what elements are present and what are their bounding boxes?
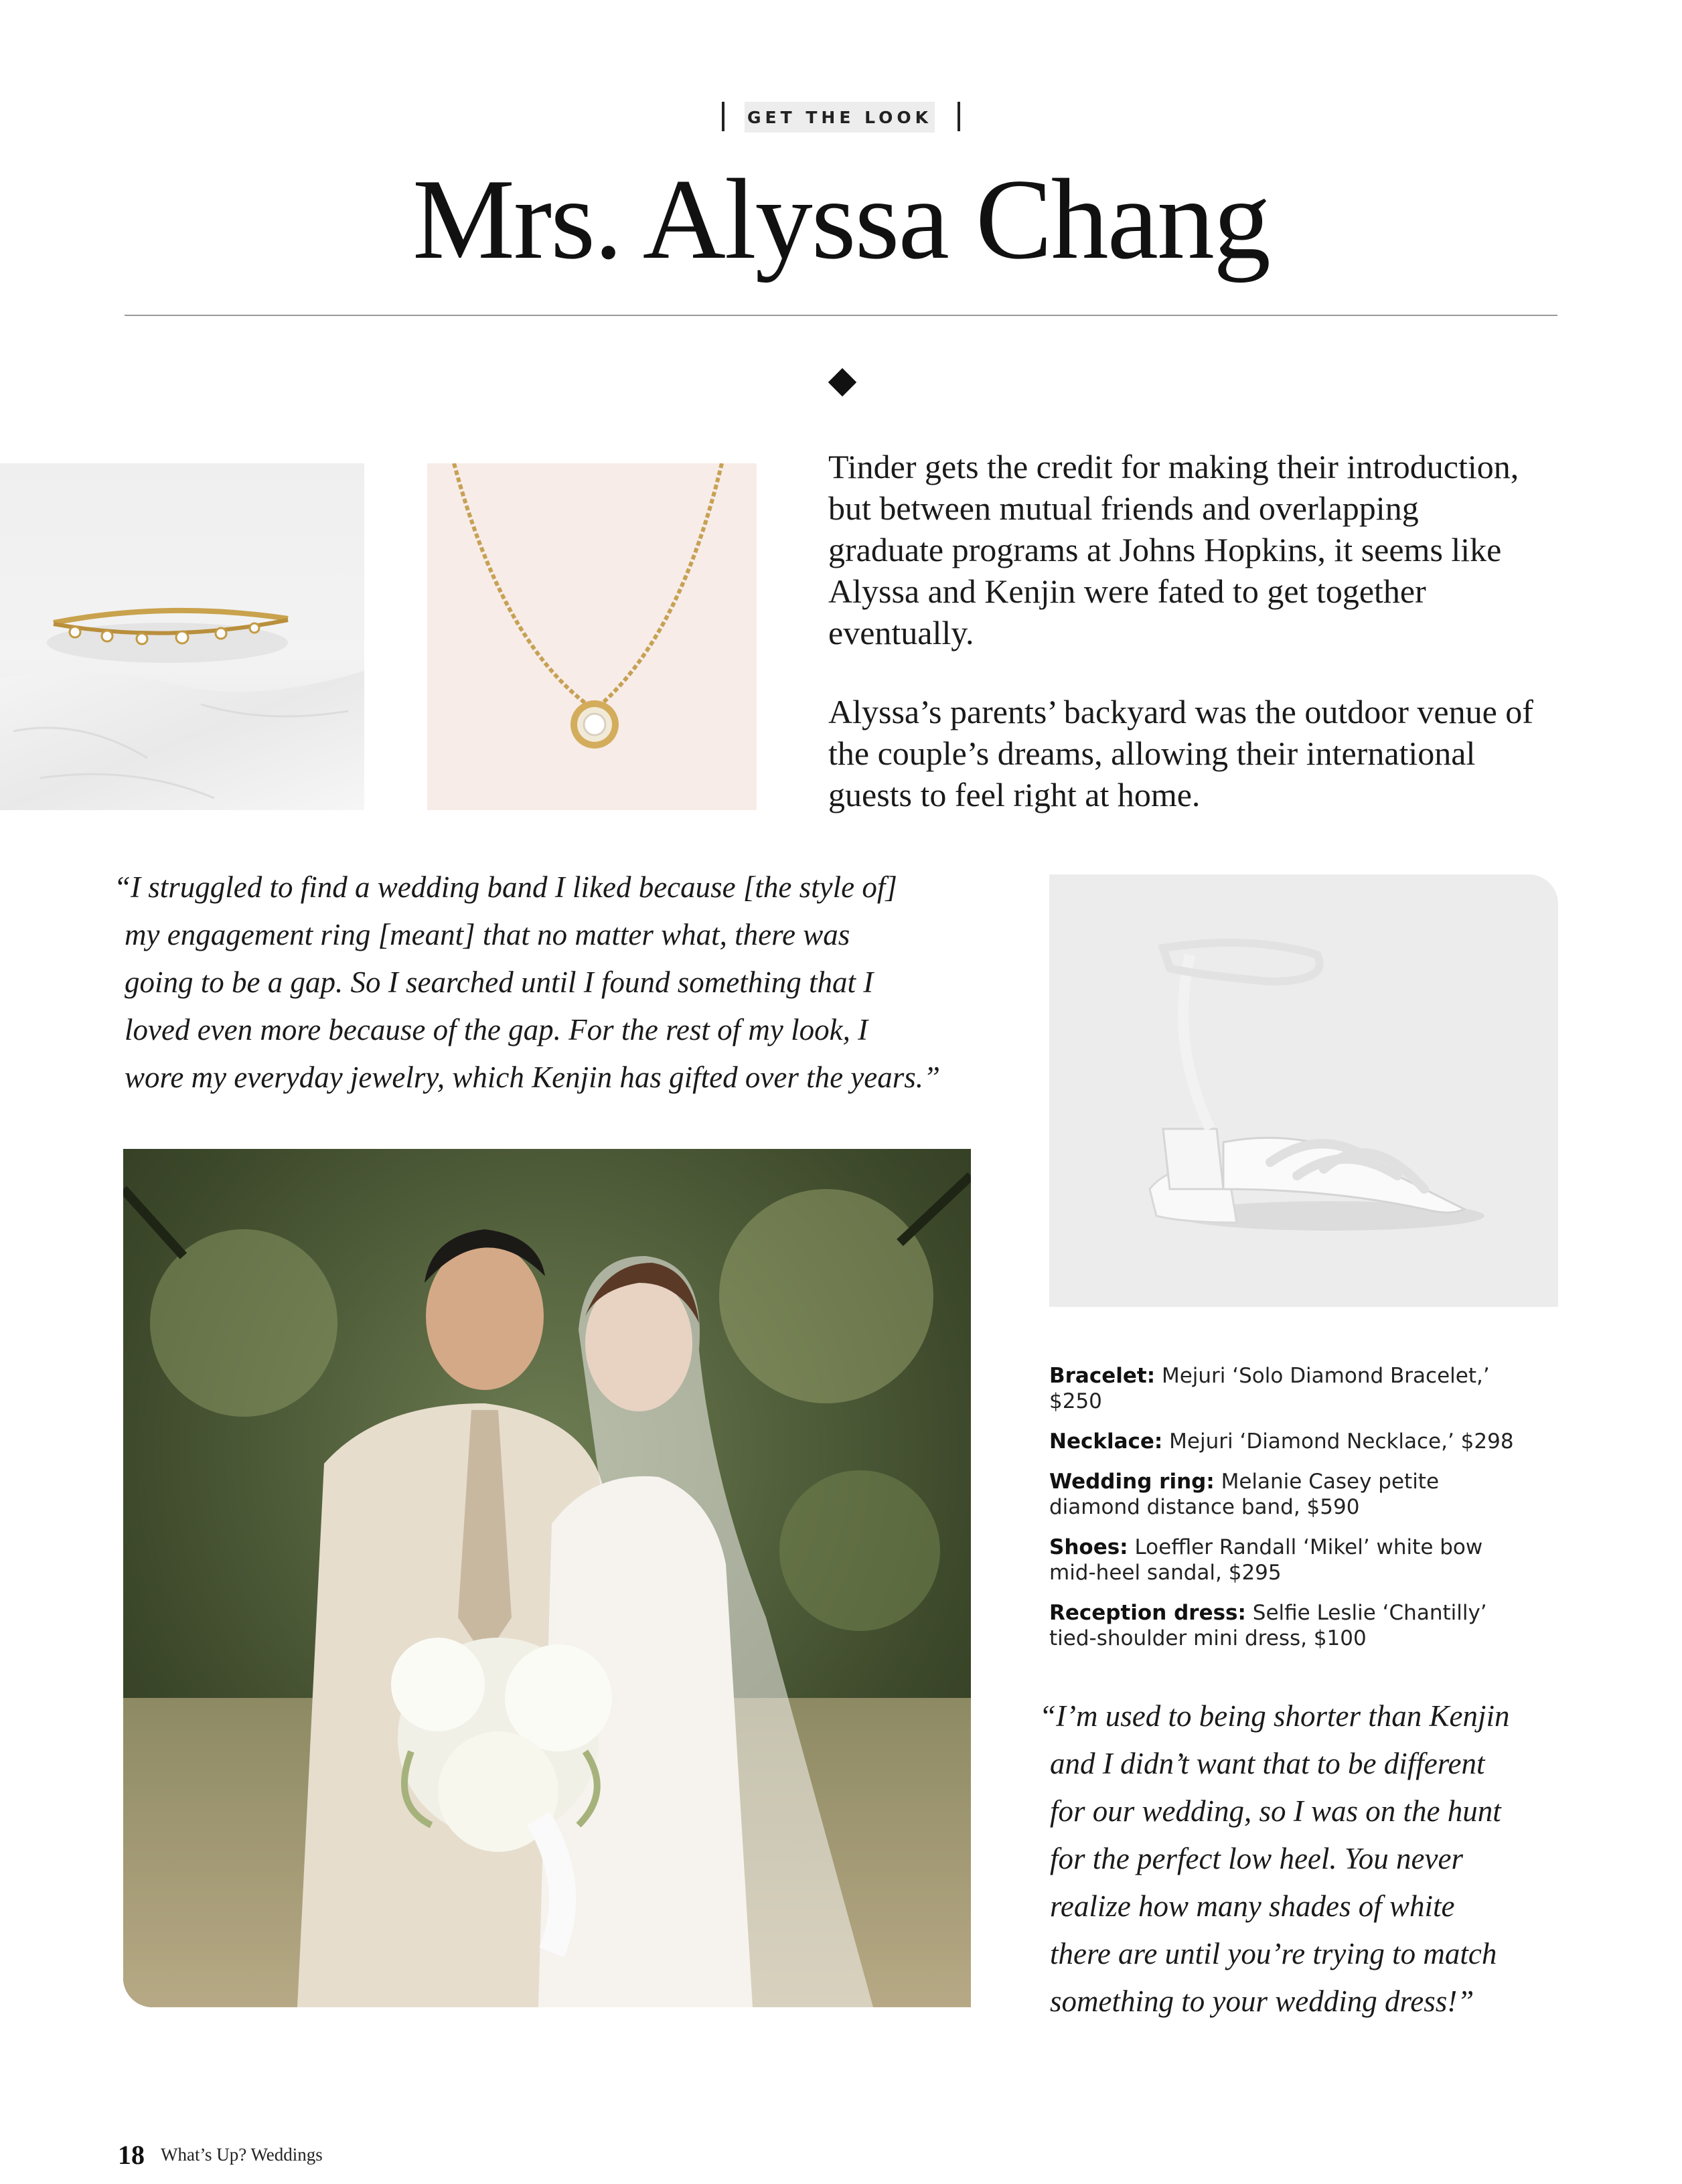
diamond-ornament-icon bbox=[828, 368, 856, 396]
credit-wedding-ring bbox=[1049, 1469, 1531, 1520]
pull-quote-shoes bbox=[1039, 1693, 1561, 2025]
credit-label: Reception dress: bbox=[1049, 1601, 1246, 1625]
credit-necklace bbox=[1049, 1429, 1531, 1454]
quote-line: my engagement ring [meant] that no matter what, there was bbox=[125, 918, 850, 951]
necklace-photo bbox=[427, 463, 757, 810]
quote-line: for our wedding, so I was on the hunt bbox=[1050, 1794, 1501, 1828]
page-title: Mrs. Alyssa Chang bbox=[412, 156, 1270, 283]
credit-shoes bbox=[1049, 1535, 1531, 1585]
quote-line: for the perfect low heel. You never bbox=[1050, 1842, 1463, 1875]
title-rule bbox=[125, 315, 1557, 316]
product-credits bbox=[1049, 1363, 1531, 1666]
quote-line: realize how many shades of white bbox=[1050, 1889, 1455, 1923]
page-number: 18 bbox=[118, 2140, 145, 2170]
credit-text: Melanie Casey petite diamond distance band, $590 bbox=[1049, 1470, 1440, 1519]
couple-photo bbox=[123, 1149, 971, 2007]
pull-quote-ring bbox=[114, 864, 1011, 1101]
quote-line: “I’m used to being shorter than Kenjin bbox=[1039, 1699, 1510, 1733]
intro-paragraph: Tinder gets the credit for making their introduction, but between mutual friends and overlapping graduate programs at Johns Hopkins, it seems like Alyssa and Kenjin were fated to get together eventually. bbox=[828, 448, 1519, 651]
quote-line: there are until you’re trying to match bbox=[1050, 1937, 1497, 1970]
credit-text: Mejuri ‘Diamond Necklace,’ $298 bbox=[1169, 1429, 1514, 1454]
credit-label: Bracelet: bbox=[1049, 1364, 1156, 1388]
credit-text: Loeffler Randall ‘Mikel’ white bow mid-heel sandal, $295 bbox=[1049, 1535, 1483, 1585]
quote-line: going to be a gap. So I searched until I found something that I bbox=[125, 965, 874, 999]
credit-label: Wedding ring: bbox=[1049, 1470, 1215, 1494]
quote-line: wore my everyday jewelry, which Kenjin has gifted over the years.” bbox=[125, 1061, 941, 1094]
kicker-left-bar bbox=[722, 102, 724, 131]
credit-bracelet bbox=[1049, 1363, 1531, 1414]
credit-text: Selfie Leslie ‘Chantilly’ tied-shoulder mini dress, $100 bbox=[1049, 1601, 1487, 1650]
publication-name: What’s Up? Weddings bbox=[161, 2144, 323, 2165]
intro-paragraph: Alyssa’s parents’ backyard was the outdoor venue of the couple’s dreams, allowing their international guests to feel right at home. bbox=[828, 693, 1533, 813]
shoe-photo bbox=[1049, 874, 1558, 1307]
credit-text: Mejuri ‘Solo Diamond Bracelet,’ $250 bbox=[1049, 1364, 1490, 1413]
quote-line: “I struggled to find a wedding band I liked because [the style of] bbox=[114, 870, 897, 904]
intro-copy bbox=[828, 446, 1538, 815]
credit-reception-dress bbox=[1049, 1600, 1531, 1651]
credit-label: Shoes: bbox=[1049, 1535, 1128, 1559]
kicker-right-bar bbox=[958, 102, 960, 131]
section-kicker: GET THE LOOK bbox=[745, 102, 935, 133]
quote-line: loved even more because of the gap. For the rest of my look, I bbox=[125, 1013, 868, 1046]
credit-label: Necklace: bbox=[1049, 1429, 1163, 1454]
quote-line: something to your wedding dress!” bbox=[1050, 1984, 1474, 2018]
bracelet-photo bbox=[0, 463, 364, 810]
quote-line: and I didn’t want that to be different bbox=[1050, 1747, 1485, 1780]
